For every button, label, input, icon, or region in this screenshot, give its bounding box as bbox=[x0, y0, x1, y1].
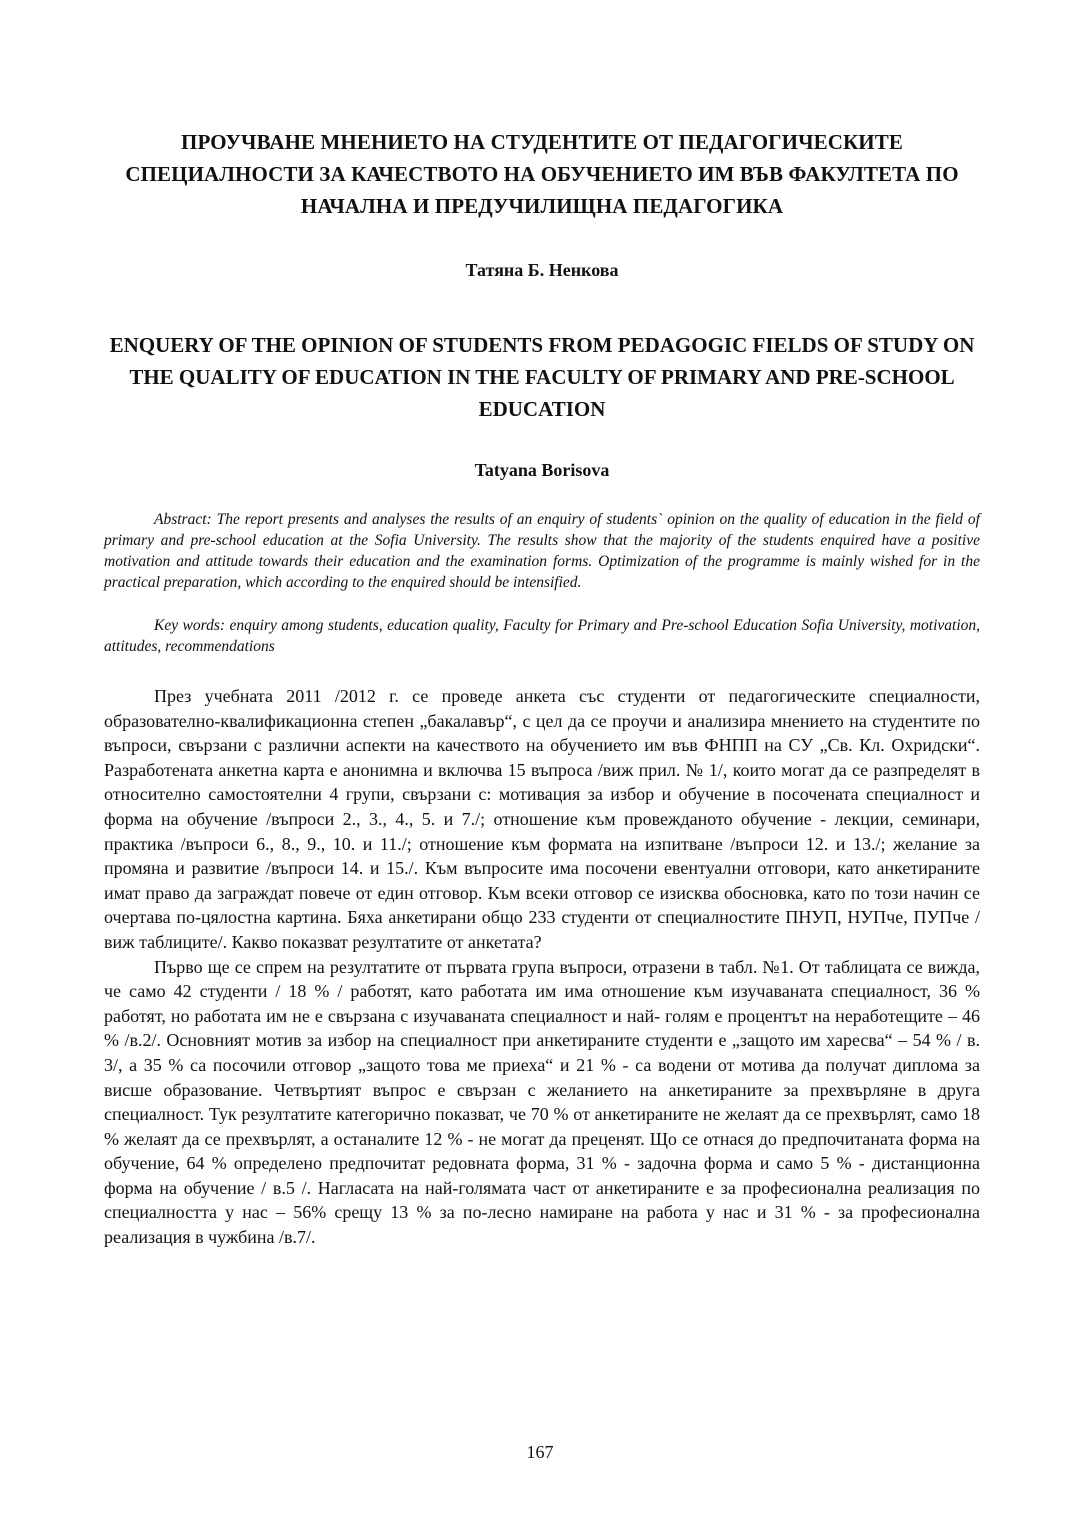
paper-page bbox=[104, 126, 980, 1250]
author-bulgarian: Татяна Б. Ненкова bbox=[465, 260, 619, 280]
author-english: Tatyana Borisova bbox=[474, 460, 610, 480]
abstract: Abstract: The report presents and analyses the results of an enquiry of students` opinion on the quality of education in the field of primary and pre-school education at the Sofia University. The results show that the majority of the students enquired have a positive motivation and attitude towards their education and the examination forms. Optimization of the programme is mainly wished for in the practical preparation, which according to the enquired should be intensified. bbox=[104, 511, 980, 591]
page-number: 167 bbox=[526, 1442, 554, 1462]
body-paragraph-2: Първо ще се спрем на резултатите от първата група въпроси, отразени в табл. №1. От таблицата се вижда, че само 42 студенти / 18 % / работят, като работата им има отношение към изучаваната специалност, 36 % работят, но работата им не е свързана с изучаваната специалност и най- голям е процентът на неработещите – 46 % /в.2/. Основният мотив за избор на специалност при анкетираните студенти е „защото им харесва“ – 54 % / в. 3/, а 35 % са посочили отговор „защото това ме приеха“ и 21 % - са водени от мотива да получат диплома за висше образование. Четвъртият въпрос е свързан с желанието на анкетираните за прехвърляне в друга специалност. Тук резултатите категорично показват, че 70 % от анкетираните не желаят да се прехвърлят, само 18 % желаят да се прехвърлят, а останалите 12 % - не могат да преценят. Що се отнася до предпочитаната форма на обучение, 64 % определено предпочитат редовната форма, 31 % - задочна форма и само 5 % - дистанционна форма на обучение / в.5 /. Нагласата на най-голямата част от анкетираните е за професионална реализация по специалността у нас – 56% срещу 13 % за по-лесно намиране на работа у нас и 31 % - за професионална реализация в чужбина /в.7/. bbox=[104, 956, 980, 1248]
title-english: ENQUERY OF THE OPINION OF STUDENTS FROM PEDAGOGIC FIELDS OF STUDY ON THE QUALITY OF EDUCATION IN THE FACULTY OF PRIMARY AND PRE-SCHOOL EDUCATION bbox=[109, 333, 975, 421]
keywords: Key words: enquiry among students, education quality, Faculty for Primary and Pre-school Education Sofia University, motivation, attitudes, recommendations bbox=[104, 617, 980, 655]
body-paragraph-1: През учебната 2011 /2012 г. се проведе анкета със студенти от педагогическите специалности, образователно-квалификационна степен „бакалавър“, с цел да се проучи и анализира мнението на студентите по въпроси, свързани с различни аспекти на качеството на обучението им във ФНПП на СУ „Св. Кл. Охридски“. Разработената анкетна карта е анонимна и включва 15 въпроса /виж прил. № 1/, които могат да се разпределят в относително самостоятелни 4 групи, свързани с: мотивация за избор и обучение в посочената специалност и форма на обучение /въпроси 2., 3., 4., 5. и 7./; отношение към провежданото обучение - лекции, семинари, практика /въпроси 6., 8., 9., 10. и 11./; отношение към формата на изпитване /въпроси 12. и 13./; желание за промяна и развитие /въпроси 14. и 15./. Към въпросите има посочени евентуални отговори, като анкетираните имат право да заграждат повече от един отговор. Към всеки отговор се изисква обосновка, като по този начин се очертава по-цялостна картина. Бяха анкетирани общо 233 студенти от специалностите ПНУП, НУПче, ПУПче / виж таблиците/. Какво показват резултатите от анкетата? bbox=[104, 686, 980, 952]
title-bulgarian: ПРОУЧВАНЕ МНЕНИЕТО НА СТУДЕНТИТЕ ОТ ПЕДАГОГИЧЕСКИТЕ СПЕЦИАЛНОСТИ ЗА КАЧЕСТВОТО НА ОБУЧЕНИЕТО ИМ ВЪВ ФАКУЛТЕТА ПО НАЧАЛНА И ПРЕДУЧИЛИЩНА ПЕДАГОГИКА bbox=[125, 130, 959, 218]
